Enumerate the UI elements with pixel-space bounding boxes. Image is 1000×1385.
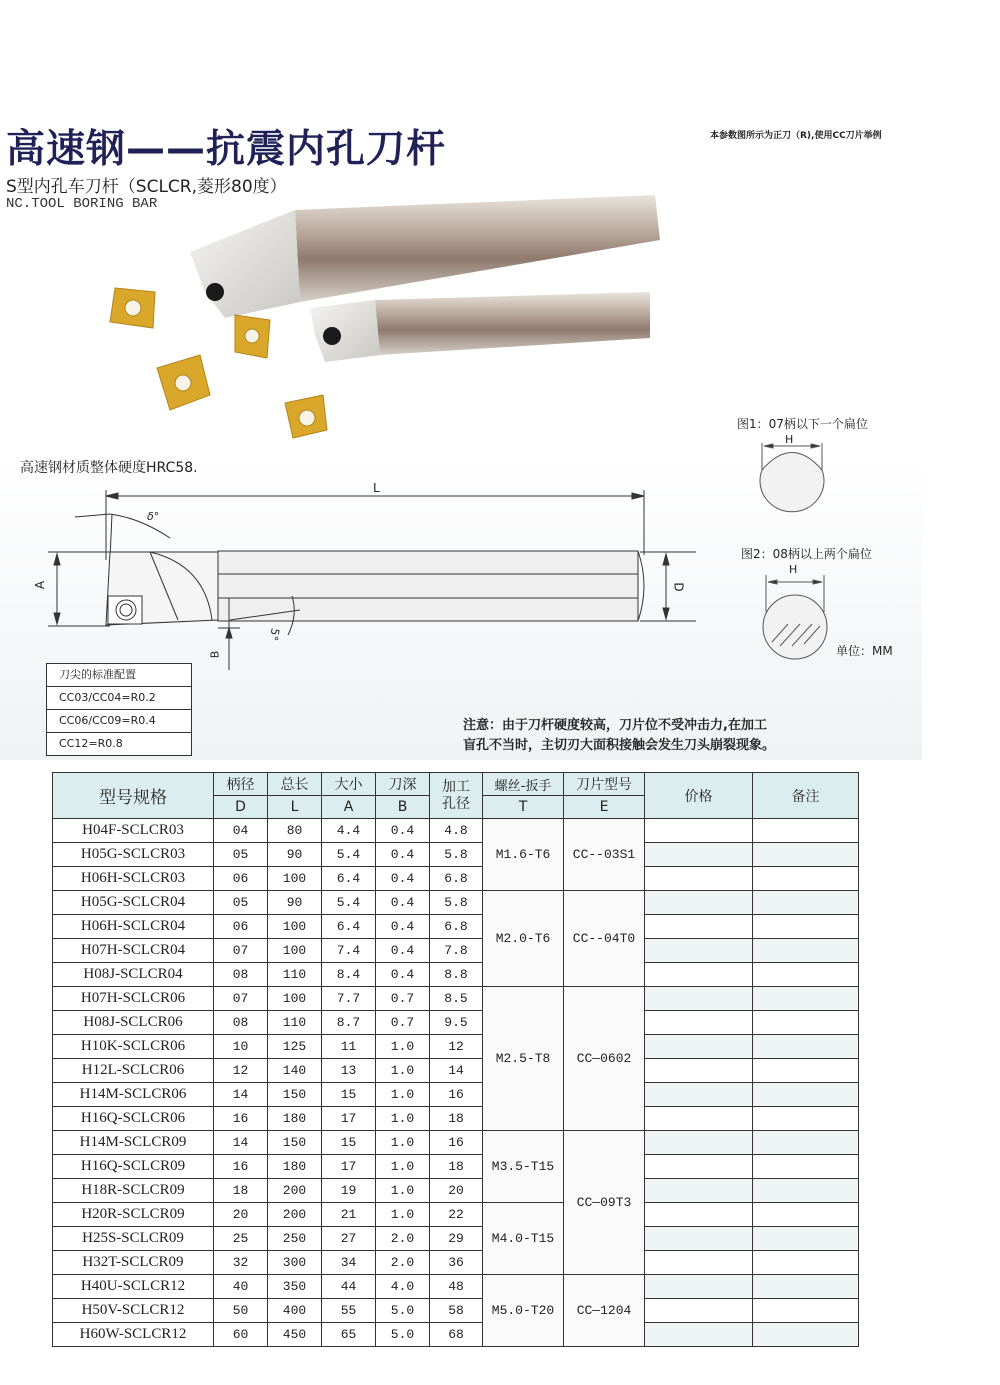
cell-model: H08J-SCLCR06 [53,1011,214,1035]
cell-price [645,987,753,1011]
cell-model: H07H-SCLCR06 [53,987,214,1011]
cell-hole: 16 [430,1083,483,1107]
table-row [53,963,859,987]
header-t: T [483,796,564,819]
cell-remark [753,939,859,963]
cell-b: 1.0 [376,1203,430,1227]
cell-model: H14M-SCLCR09 [53,1131,214,1155]
page-title: 高速钢——抗震内孔刀杆 [6,127,447,172]
cell-price [645,939,753,963]
cell-price [645,1251,753,1275]
cell-l: 200 [268,1179,322,1203]
cell-hole: 29 [430,1227,483,1251]
table-row [53,1131,859,1155]
cell-b: 0.4 [376,939,430,963]
cell-d: 12 [214,1059,268,1083]
table-row [53,915,859,939]
header-e-cn: 刀片型号 [564,773,645,796]
label-delta: δ° [147,510,160,523]
cell-d: 25 [214,1227,268,1251]
label-l: L [373,481,380,495]
header-hole [430,773,483,819]
page-subtitle: S型内孔车刀杆（SCLCR,菱形80度） [6,177,287,197]
cell-hole: 58 [430,1299,483,1323]
fig2-h-label: H [789,563,798,576]
cell-d: 08 [214,963,268,987]
cell-hole: 6.8 [430,915,483,939]
cell-model: H32T-SCLCR09 [53,1251,214,1275]
cell-model: H08J-SCLCR04 [53,963,214,987]
cell-remark [753,867,859,891]
header-b-cn: 刀深 [376,773,430,796]
cell-remark [753,1011,859,1035]
cell-a: 17 [322,1107,376,1131]
fig1-h-label: H [785,433,794,446]
cell-b: 1.0 [376,1059,430,1083]
cell-d: 18 [214,1179,268,1203]
cell-price [645,963,753,987]
cell-price [645,1275,753,1299]
table-row [53,1011,859,1035]
cell-insert-model: CC—0602 [564,987,645,1131]
boring-bar-small [310,292,650,362]
cell-l: 350 [268,1275,322,1299]
cell-b: 1.0 [376,1083,430,1107]
cell-d: 05 [214,843,268,867]
cell-l: 80 [268,819,322,843]
cell-a: 5.4 [322,843,376,867]
cell-l: 180 [268,1155,322,1179]
cell-model: H05G-SCLCR03 [53,843,214,867]
cell-price [645,1323,753,1347]
cell-a: 15 [322,1083,376,1107]
header-b: B [376,796,430,819]
table-row [53,867,859,891]
cell-a: 13 [322,1059,376,1083]
header-model: 型号规格 [53,773,214,819]
cell-l: 125 [268,1035,322,1059]
table-row [53,1059,859,1083]
cell-screw-wrench: M3.5-T15 [483,1131,564,1203]
cell-hole: 20 [430,1179,483,1203]
spec-table [52,772,859,1347]
cell-hole: 14 [430,1059,483,1083]
cell-b: 0.7 [376,1011,430,1035]
cell-remark [753,1083,859,1107]
cell-l: 450 [268,1323,322,1347]
cell-l: 100 [268,939,322,963]
cell-remark [753,819,859,843]
cell-model: H60W-SCLCR12 [53,1323,214,1347]
table-row [53,891,859,915]
cell-b: 4.0 [376,1275,430,1299]
cell-b: 1.0 [376,1035,430,1059]
cell-model: H40U-SCLCR12 [53,1275,214,1299]
cell-d: 40 [214,1275,268,1299]
cell-hole: 7.8 [430,939,483,963]
cell-d: 08 [214,1011,268,1035]
cell-remark [753,1155,859,1179]
cell-l: 200 [268,1203,322,1227]
header-a-cn: 大小 [322,773,376,796]
cell-l: 150 [268,1083,322,1107]
cell-hole: 16 [430,1131,483,1155]
cell-b: 2.0 [376,1251,430,1275]
cell-l: 300 [268,1251,322,1275]
header-d-cn: 柄径 [214,773,268,796]
header-a: A [322,796,376,819]
table-row [53,1227,859,1251]
cell-b: 0.4 [376,867,430,891]
cell-hole: 12 [430,1035,483,1059]
warning-line: 盲孔不当时，主切刃大面积接触会发生刀头崩裂现象。 [463,738,776,753]
std-config-row: CC06/CC09=R0.4 [47,710,191,733]
label-b: B [208,650,222,659]
cell-l: 90 [268,843,322,867]
cell-remark [753,1299,859,1323]
cell-price [645,1203,753,1227]
fig1-flat-shank-icon [755,440,835,535]
warning-line: 注意：由于刀杆硬度较高，刀片位不受冲击力,在加工 [463,718,767,733]
cell-a: 4.4 [322,819,376,843]
cell-insert-model: CC--03S1 [564,819,645,891]
cell-hole: 8.5 [430,987,483,1011]
cell-hole: 48 [430,1275,483,1299]
fig2-flat-shank-icon [760,572,840,667]
table-row [53,1203,859,1227]
std-config-row: CC12=R0.8 [59,737,123,750]
cell-l: 100 [268,915,322,939]
cell-screw-wrench: M1.6-T6 [483,819,564,891]
label-d: D [671,582,686,592]
cell-model: H16Q-SCLCR06 [53,1107,214,1131]
table-row [53,1083,859,1107]
cell-d: 16 [214,1155,268,1179]
cell-d: 06 [214,915,268,939]
cell-model: H25S-SCLCR09 [53,1227,214,1251]
cell-b: 0.4 [376,915,430,939]
cell-remark [753,1227,859,1251]
cell-d: 20 [214,1203,268,1227]
table-row [53,1179,859,1203]
tip-standard-config [46,663,192,756]
cell-hole: 6.8 [430,867,483,891]
cell-a: 15 [322,1131,376,1155]
cell-hole: 4.8 [430,819,483,843]
cell-d: 50 [214,1299,268,1323]
std-config-title: 刀尖的标准配置 [47,664,191,687]
cell-l: 110 [268,963,322,987]
cell-b: 5.0 [376,1323,430,1347]
cell-l: 140 [268,1059,322,1083]
cell-screw-wrench: M4.0-T15 [483,1203,564,1275]
cell-model: H05G-SCLCR04 [53,891,214,915]
cell-b: 2.0 [376,1227,430,1251]
cell-remark [753,891,859,915]
cell-remark [753,843,859,867]
table-row [53,843,859,867]
cell-model: H06H-SCLCR04 [53,915,214,939]
unit-label: 单位：MM [836,644,893,658]
cell-d: 32 [214,1251,268,1275]
cell-hole: 8.8 [430,963,483,987]
cell-remark [753,1131,859,1155]
product-photo [95,190,695,450]
cell-price [645,1179,753,1203]
cell-price [645,1155,753,1179]
label-5deg: 5° [266,627,282,642]
cell-hole: 68 [430,1323,483,1347]
cell-a: 55 [322,1299,376,1323]
table-row [53,1251,859,1275]
cell-d: 16 [214,1107,268,1131]
cell-remark [753,1059,859,1083]
header-t-cn: 螺丝-扳手 [483,773,564,796]
cell-screw-wrench: M2.5-T8 [483,987,564,1131]
table-row [53,1107,859,1131]
cell-hole: 22 [430,1203,483,1227]
cell-b: 1.0 [376,1155,430,1179]
cell-hole: 36 [430,1251,483,1275]
cell-a: 27 [322,1227,376,1251]
cell-l: 250 [268,1227,322,1251]
table-row [53,987,859,1011]
header-l: L [268,796,322,819]
cell-d: 14 [214,1131,268,1155]
table-row [53,939,859,963]
cell-l: 400 [268,1299,322,1323]
cell-l: 150 [268,1131,322,1155]
cell-b: 0.4 [376,843,430,867]
table-row [53,1275,859,1299]
cell-price [645,891,753,915]
cell-remark [753,915,859,939]
cell-model: H18R-SCLCR09 [53,1179,214,1203]
cell-remark [753,1275,859,1299]
cell-d: 05 [214,891,268,915]
cell-a: 6.4 [322,867,376,891]
cell-l: 110 [268,1011,322,1035]
cell-b: 1.0 [376,1179,430,1203]
cell-b: 1.0 [376,1107,430,1131]
cell-a: 19 [322,1179,376,1203]
cell-b: 0.4 [376,891,430,915]
cell-price [645,1107,753,1131]
cell-price [645,1035,753,1059]
cell-insert-model: CC—1204 [564,1275,645,1347]
cell-model: H06H-SCLCR03 [53,867,214,891]
cell-d: 07 [214,939,268,963]
page-subtitle-en: NC.TOOL BORING BAR [6,196,158,212]
table-row [53,1155,859,1179]
cell-model: H50V-SCLCR12 [53,1299,214,1323]
cell-insert-model: CC--04T0 [564,891,645,987]
cell-remark [753,1251,859,1275]
cell-price [645,843,753,867]
cell-d: 07 [214,987,268,1011]
cell-a: 17 [322,1155,376,1179]
cell-a: 7.4 [322,939,376,963]
cell-a: 34 [322,1251,376,1275]
cell-a: 5.4 [322,891,376,915]
cell-l: 180 [268,1107,322,1131]
fig1-caption: 图1：07柄以下一个扁位 [737,417,868,431]
cell-d: 06 [214,867,268,891]
cell-model: H20R-SCLCR09 [53,1203,214,1227]
cell-a: 7.7 [322,987,376,1011]
cell-model: H04F-SCLCR03 [53,819,214,843]
table-row [53,819,859,843]
technical-drawing [0,470,720,670]
reference-note: 本参数图所示为正刀（R),使用CC刀片举例 [710,131,882,141]
cell-a: 65 [322,1323,376,1347]
cell-a: 8.7 [322,1011,376,1035]
cell-screw-wrench: M2.0-T6 [483,891,564,987]
cell-price [645,867,753,891]
cell-d: 60 [214,1323,268,1347]
table-row [53,1299,859,1323]
cell-model: H14M-SCLCR06 [53,1083,214,1107]
cell-model: H12L-SCLCR06 [53,1059,214,1083]
cell-price [645,1059,753,1083]
std-config-row: CC03/CC04=R0.2 [47,687,191,710]
cell-a: 11 [322,1035,376,1059]
cell-model: H10K-SCLCR06 [53,1035,214,1059]
cell-remark [753,963,859,987]
cell-model: H07H-SCLCR04 [53,939,214,963]
cell-price [645,1131,753,1155]
cell-b: 1.0 [376,1131,430,1155]
cell-l: 100 [268,867,322,891]
cell-price [645,1083,753,1107]
cell-hole: 18 [430,1107,483,1131]
cell-insert-model: CC—09T3 [564,1131,645,1275]
cell-b: 0.4 [376,819,430,843]
cell-l: 90 [268,891,322,915]
header-d: D [214,796,268,819]
cell-hole: 5.8 [430,891,483,915]
header-remark: 备注 [753,773,859,819]
header-l-cn: 总长 [268,773,322,796]
insert-icons [110,288,327,438]
cell-remark [753,987,859,1011]
hardness-label: 高速钢材质整体硬度HRC58. [20,460,198,476]
cell-price [645,915,753,939]
cell-b: 0.4 [376,963,430,987]
fig2-caption: 图2：08柄以上两个扁位 [741,547,872,561]
cell-d: 10 [214,1035,268,1059]
cell-b: 5.0 [376,1299,430,1323]
cell-remark [753,1323,859,1347]
cell-remark [753,1179,859,1203]
cell-a: 21 [322,1203,376,1227]
cell-a: 44 [322,1275,376,1299]
cell-remark [753,1203,859,1227]
cell-price [645,1011,753,1035]
cell-l: 100 [268,987,322,1011]
cell-remark [753,1035,859,1059]
cell-model: H16Q-SCLCR09 [53,1155,214,1179]
cell-price [645,1299,753,1323]
header-price: 价格 [645,773,753,819]
cell-hole: 5.8 [430,843,483,867]
cell-a: 6.4 [322,915,376,939]
cell-b: 0.7 [376,987,430,1011]
cell-d: 14 [214,1083,268,1107]
table-row [53,1323,859,1347]
header-hole-label: 加工孔径 [442,778,470,812]
cell-remark [753,1107,859,1131]
cell-screw-wrench: M5.0-T20 [483,1275,564,1347]
cell-a: 8.4 [322,963,376,987]
header-e: E [564,796,645,819]
cell-hole: 9.5 [430,1011,483,1035]
cell-price [645,819,753,843]
warning-note [463,716,775,756]
cell-hole: 18 [430,1155,483,1179]
label-a: A [33,580,48,590]
cell-d: 04 [214,819,268,843]
table-row [53,1035,859,1059]
cell-price [645,1227,753,1251]
